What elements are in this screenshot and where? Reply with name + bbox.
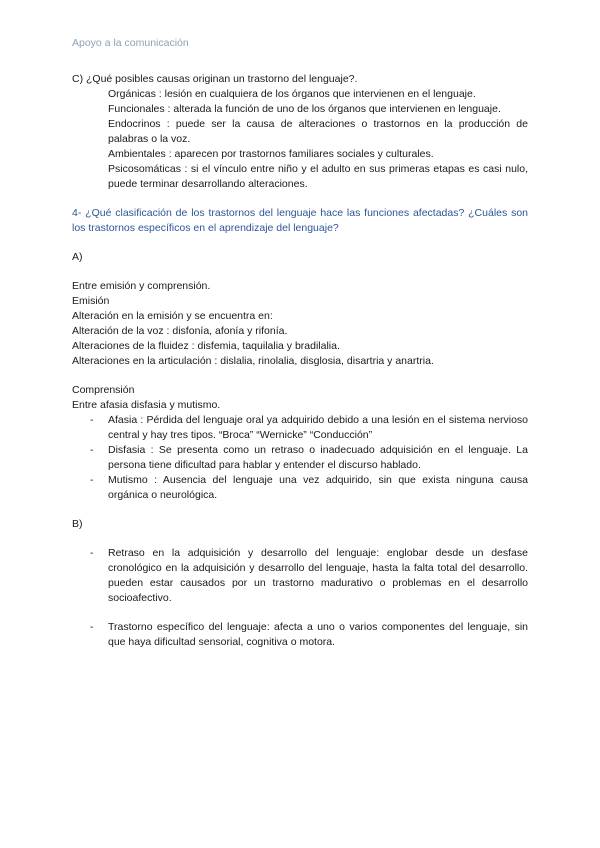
part-b-item-text: Retraso en la adquisición y desarrollo del lenguaje: englobar desde un desfase cronológico en la adquisición y desarrollo del lenguaje, hasta la falta total del desarrollo. pueden estar causados por un trastorno madurativo o problemas en el desarrollo socioafectivo. (108, 547, 528, 604)
cause-item: Psicosomáticas : si el vínculo entre niño y el adulto en sus primeras etapas es casi nulo, puede terminar desarrollando alteraciones. (108, 163, 528, 190)
question-c: C) ¿Qué posibles causas originan un trastorno del lenguaje?. (72, 73, 358, 85)
spacer (72, 236, 528, 250)
comprension-intro: Entre afasia disfasia y mutismo. (72, 399, 221, 411)
comprension-title: Comprensión (72, 384, 135, 396)
emision-line: Alteración de la voz : disfonía, afonía y rifonía. (72, 325, 288, 337)
part-b-item (72, 546, 528, 606)
spacer (72, 369, 528, 383)
dash-bullet: - (90, 547, 94, 559)
comprension-item (72, 443, 528, 473)
emision-title: Emisión (72, 295, 110, 307)
cause-item: Endocrinos : puede ser la causa de alteraciones o trastornos en la producción de palabras o la voz. (108, 118, 528, 145)
emision-line: Alteraciones en la articulación : dislalia, rinolalia, disglosia, disartria y anartria. (72, 355, 434, 367)
cause-item: Orgánicas : lesión en cualquiera de los órganos que intervienen en el lenguaje. (108, 88, 476, 100)
causes-list (108, 87, 528, 192)
dash-bullet: - (90, 414, 94, 426)
emision-line: Alteraciones de la fluidez : disfemia, taquilalia y bradilalia. (72, 340, 340, 352)
cause-item: Ambientales : aparecen por trastornos familiares sociales y culturales. (108, 148, 434, 160)
part-b-label: B) (72, 518, 83, 530)
emision-line: Alteración en la emisión y se encuentra en: (72, 310, 273, 322)
cause-item: Funcionales : alterada la función de uno de los órganos que intervienen en lenguaje. (108, 103, 501, 115)
part-a-intro: Entre emisión y comprensión. (72, 280, 211, 292)
dash-bullet: - (90, 474, 94, 486)
dash-bullet: - (90, 444, 94, 456)
spacer (72, 503, 528, 517)
part-b-item (72, 620, 528, 650)
comprension-item-text: Disfasia : Se presenta como un retraso o inadecuado adquisición en el lenguaje. La persona tiene dificultad para hablar y entender el discurso hablado. (108, 444, 528, 471)
comprension-item (72, 413, 528, 443)
comprension-list (72, 413, 528, 503)
comprension-item-text: Afasia : Pérdida del lenguaje oral ya adquirido debido a una lesión en el sistema nervioso central y hay tres tipos. “Broca” “Wernicke” “Conducción” (108, 414, 528, 441)
part-b-list (72, 546, 528, 650)
spacer (72, 265, 528, 279)
spacer (72, 532, 528, 546)
document-body (72, 72, 528, 664)
part-b-item-text: Trastorno específico del lenguaje: afecta a uno o varios componentes del lenguaje, sin que haya dificultad sensorial, cognitiva o motora. (108, 621, 528, 648)
comprension-item (72, 473, 528, 503)
page-header: Apoyo a la comunicación (72, 37, 189, 49)
part-a-label: A) (72, 251, 83, 263)
dash-bullet: - (90, 621, 94, 633)
comprension-item-text: Mutismo : Ausencia del lenguaje una vez adquirido, sin que exista ninguna causa orgánica o neurológica. (108, 474, 528, 501)
question-4-heading: 4- ¿Qué clasificación de los trastornos del lenguaje hace las funciones afectadas? ¿Cuáles son los trastornos específicos en el aprendizaje del lenguaje? (72, 207, 528, 234)
